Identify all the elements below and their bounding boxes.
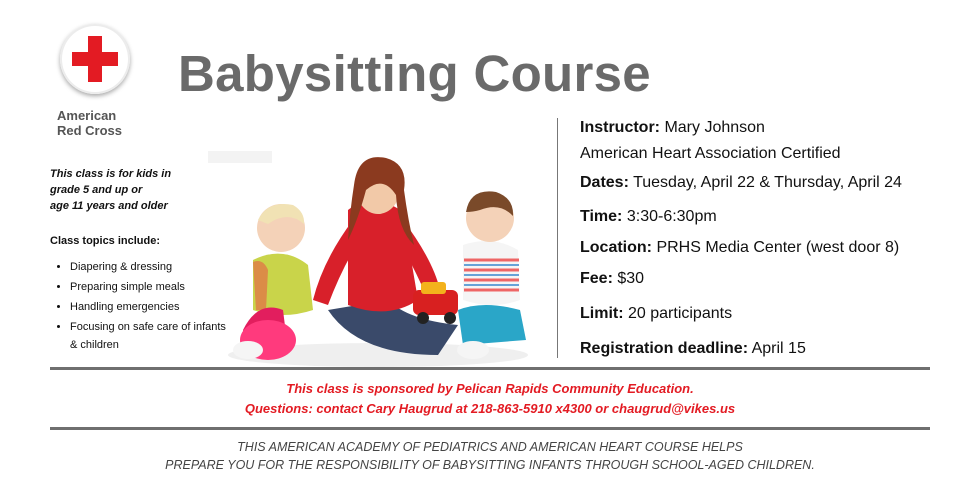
- logo-line2: Red Cross: [57, 123, 123, 138]
- list-item: • Preparing simple meals: [70, 278, 230, 296]
- footer-line: THIS AMERICAN ACADEMY OF PEDIATRICS AND AMERICAN HEART COURSE HELPS: [237, 440, 743, 454]
- dates-row: Dates: Tuesday, April 22 & Thursday, April 24: [580, 174, 902, 191]
- logo-text: [57, 108, 147, 138]
- list-item: • Handling emergencies: [70, 298, 230, 316]
- footer-line: PREPARE YOU FOR THE RESPONSIBILITY OF BABYSITTING INFANTS THROUGH SCHOOL-AGED CHILDREN.: [165, 458, 815, 472]
- location-row: Location: PRHS Media Center (west door 8): [580, 239, 900, 256]
- horizontal-rule: [50, 427, 930, 430]
- list-item: • Focusing on safe care of infants & children: [70, 318, 230, 354]
- logo-line1: American: [57, 108, 117, 123]
- certification-row: American Heart Association Certified: [580, 145, 841, 162]
- eligibility-note: This class is for kids in grade 5 and up or age 11 years and older: [50, 168, 172, 212]
- topics-list: [52, 258, 230, 356]
- sponsor-line: This class is sponsored by Pelican Rapids Community Education.: [286, 381, 694, 396]
- time-row: Time: 3:30-6:30pm: [580, 208, 717, 225]
- list-item: • Diapering & dressing: [70, 258, 230, 276]
- horizontal-rule: [50, 367, 930, 370]
- page-title: Babysitting Course: [178, 45, 651, 102]
- instructor-row: Instructor: Mary Johnson: [580, 119, 765, 136]
- contact-line: Questions: contact Cary Haugrud at 218-863-5910 x4300 or chaugrud@vikes.us: [244, 401, 736, 416]
- red-cross-logo-icon: [60, 24, 130, 94]
- fee-row: Fee: $30: [580, 270, 645, 287]
- vertical-divider: [557, 118, 558, 358]
- babysitter-with-children-photo: [208, 150, 538, 370]
- deadline-row: Registration deadline: April 15: [580, 340, 806, 357]
- topics-heading: Class topics include:: [50, 235, 161, 247]
- limit-row: Limit: 20 participants: [580, 305, 733, 322]
